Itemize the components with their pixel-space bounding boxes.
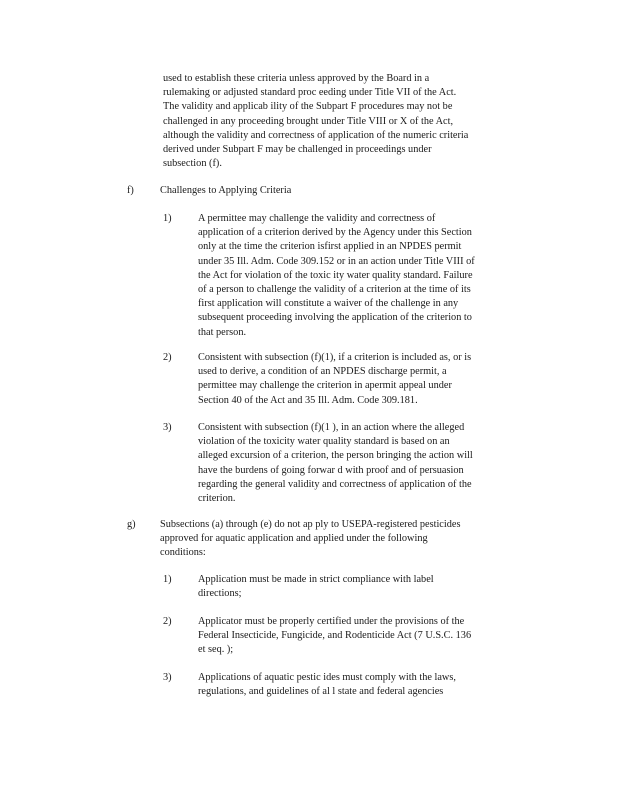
item-label: 2) — [163, 616, 172, 627]
text-line: conditions: — [160, 547, 206, 559]
item-label: 1) — [163, 574, 172, 585]
text-line: application of a criterion derived by the Agency under this Section — [198, 227, 472, 239]
item-paragraph — [198, 212, 475, 340]
item-label: 3) — [163, 672, 172, 683]
text-line: although the validity and correctness of application of the numeric criteria — [163, 129, 469, 141]
text-line: alleged excursion of a criterion, the person bringing the action will — [198, 450, 473, 462]
text-line: have the burdens of going forwar d with proof and of persuasion — [198, 464, 464, 476]
section-label: g) — [127, 519, 136, 530]
item-paragraph — [198, 671, 456, 699]
text-line: violation of the toxicity water quality standard is based on an — [198, 436, 450, 448]
text-line: subsequent proceeding involving the application of the criterion to — [198, 312, 472, 324]
item-label: 3) — [163, 422, 172, 433]
intro-paragraph — [163, 72, 468, 171]
text-line: Federal Insecticide, Fungicide, and Rodenticide Act (7 U.S.C. 136 — [198, 630, 472, 642]
text-line: used to establish these criteria unless approved by the Board in a — [163, 73, 430, 84]
text-line: subsection (f). — [163, 158, 222, 170]
section-heading: Challenges to Applying Criteria — [160, 185, 292, 196]
text-line: only at the time the criterion isfirst applied in an NPDES permit — [198, 241, 462, 253]
text-line: criterion. — [198, 493, 236, 505]
text-line: Applicator must be properly certified under the provisions of the — [198, 616, 465, 627]
text-line: challenged in any proceeding brought under Title VIII or X of the Act, — [163, 115, 454, 127]
text-line: that person. — [198, 326, 247, 338]
text-line: Applications of aquatic pestic ides must comply with the laws, — [198, 672, 456, 683]
text-line: Consistent with subsection (f)(1 ), in an action where the alleged — [198, 422, 465, 433]
text-line: approved for aquatic application and applied under the following — [160, 533, 428, 545]
item-label: 2) — [163, 352, 172, 363]
text-line: permittee may challenge the criterion in apermit appeal under — [198, 380, 452, 392]
text-line: regarding the general validity and correctness of application of the — [198, 478, 472, 490]
text-line: et seq. ); — [198, 644, 234, 656]
text-line: rulemaking or adjusted standard proc eeding under Title VII of the Act. — [163, 87, 457, 99]
text-line: under 35 Ill. Adm. Code 309.152 or in an action under Title VIII of — [198, 255, 475, 267]
text-line: directions; — [198, 588, 242, 600]
text-line: first application will constitute a waiver of the challenge in any — [198, 298, 459, 310]
text-line: A permittee may challenge the validity and correctness of — [198, 213, 436, 224]
section-label: f) — [127, 185, 134, 196]
item-paragraph — [198, 615, 471, 658]
text-line: Application must be made in strict compliance with label — [198, 574, 434, 585]
section-paragraph — [160, 518, 460, 561]
item-paragraph — [198, 573, 434, 601]
item-label: 1) — [163, 213, 172, 224]
text-line: regulations, and guidelines of al l state and federal agencies — [198, 686, 444, 698]
text-line: Subsections (a) through (e) do not ap ply to USEPA-registered pesticides — [160, 519, 461, 530]
text-line: of a person to challenge the validity of a criterion at the time of its — [198, 284, 471, 296]
text-line: the Act for violation of the toxic ity water quality standard. Failure — [198, 269, 473, 281]
item-paragraph — [198, 421, 473, 506]
text-line: Section 40 of the Act and 35 Ill. Adm. Code 309.181. — [198, 394, 418, 406]
text-line: used to derive, a condition of an NPDES discharge permit, a — [198, 366, 447, 378]
text-line: The validity and applicab ility of the Subpart F procedures may not be — [163, 101, 453, 113]
item-paragraph — [198, 351, 471, 408]
text-line: derived under Subpart F may be challenged in proceedings under — [163, 144, 432, 156]
text-line: Consistent with subsection (f)(1), if a criterion is included as, or is — [198, 352, 472, 363]
